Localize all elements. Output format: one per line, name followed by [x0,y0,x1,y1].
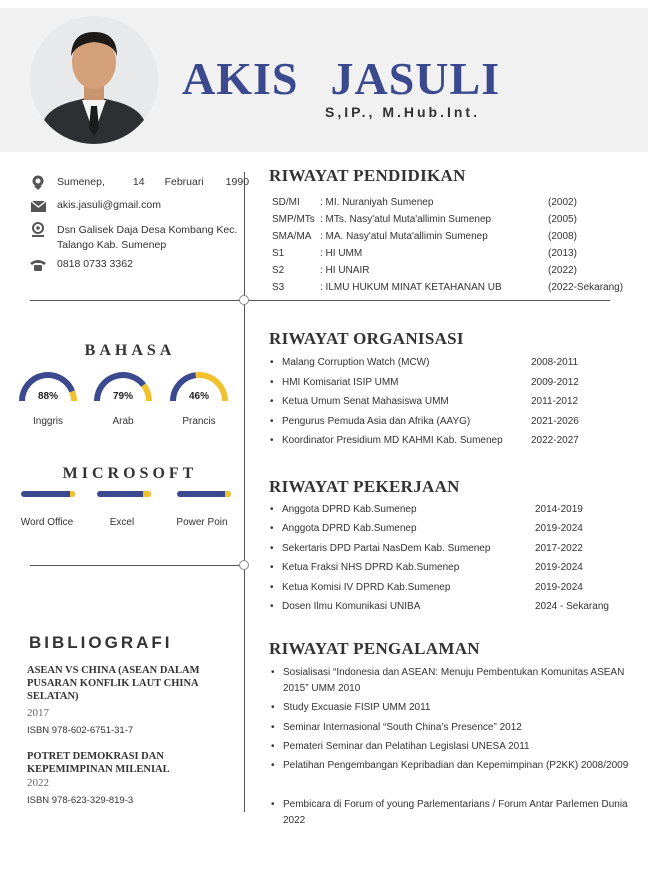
experience-row [271,700,631,716]
organization-text: HMI Komisariat ISIP UMM [282,377,399,388]
contact-address [30,223,237,253]
education-row [272,282,632,296]
bibliography-title: BIBLIOGRAFI [29,633,173,652]
education-level: S1 [272,248,285,259]
work-row [270,562,630,576]
language-percent: 88% [37,391,58,402]
experience-text: Sosialisasi “Indonesia dan ASEAN: Menuju Pembentukan Komunitas ASEAN 2015” UMM 2010 [283,667,625,694]
experience-row [271,739,631,755]
language-percent: 79% [112,391,133,402]
work-row [270,582,630,596]
organization-text: Ketua Umum Senat Mahasiswa UMM [282,396,449,407]
language-name: Prancis [182,416,216,427]
work-row [270,523,630,537]
bullet-icon: • [270,435,274,446]
organization-year: 2011-2012 [531,396,579,407]
education-school: : HI UNAIR [320,265,370,276]
divider-node [239,560,249,570]
work-year: 2019-2024 [535,562,583,573]
organization-year: 2008-2011 [531,357,579,368]
organization-row [270,377,630,391]
skill-bar-remainder [70,491,75,497]
email-text: akis.jasuli@gmail.com [57,199,162,211]
education-year: (2005) [548,214,577,225]
experience-text: Pembicara di Forum of young Parlementarians / Forum Antar Parlemen Dunia 2022 [283,799,628,826]
contact-phone [30,258,133,272]
education-row [272,197,632,211]
education-level: SD/MI [272,197,300,208]
work-year: 2014-2019 [535,504,583,515]
education-year: (2002) [548,197,577,208]
experience-text: Seminar Internasional “South China’s Presence” 2012 [283,722,522,733]
person-portrait-icon [30,16,158,144]
education-row [272,214,632,228]
experience-row [271,797,631,829]
book-isbn: ISBN 978-623-329-819-3 [27,795,134,806]
skill-name: Excel [109,517,135,528]
education-school: : ILMU HUKUM MINAT KETAHANAN UB [320,282,502,293]
organization-year: 2021-2026 [531,416,579,427]
education-school: : MTs. Nasy'atul Muta'allimin Sumenep [320,214,492,225]
education-level: S3 [272,282,285,293]
horizontal-divider-middle [30,565,245,566]
book-year: 2022 [27,777,49,789]
bullet-icon: • [270,504,274,515]
vertical-divider [244,172,245,812]
bullet-icon: • [271,799,275,810]
experience-text: Study Excuasie FISIP UMM 2011 [283,702,431,713]
bullet-icon: • [270,377,274,388]
divider-node [239,295,249,305]
work-row [270,504,630,518]
education-title: RIWAYAT PENDIDIKAN [269,166,466,185]
organization-text: Koordinator Presidium MD KAHMI Kab. Sumenep [282,435,503,446]
birth-day: 14 [132,176,145,188]
phone-icon [30,258,46,272]
bullet-icon: • [270,601,274,612]
bullet-icon: • [271,760,275,771]
education-row [272,265,632,279]
education-year: (2022-Sekarang) [548,282,624,293]
work-text: Anggota DPRD Kab.Sumenep [282,504,417,515]
experience-text: Pelatihan Pengembangan Kepribadian dan Kepemimpinan (P2KK) 2008/2009 [283,760,629,771]
microsoft-title: MICROSOFT [62,465,198,482]
birth-month: Februari [164,176,204,188]
work-year: 2019-2024 [535,523,583,534]
bullet-icon: • [271,722,275,733]
work-year: 2019-2024 [535,582,583,593]
profile-photo [30,16,158,144]
contact-email [30,199,161,213]
work-row [270,543,630,557]
work-text: Anggota DPRD Kab.Sumenep [282,523,417,534]
organization-row [270,416,630,430]
contact-birth [30,176,249,190]
mail-icon [30,199,46,213]
skill-name: Word Office [20,517,74,528]
book-title: ASEAN VS CHINA (ASEAN DALAM PUSARAN KONFLIK LAUT CHINA SELATAN) [27,665,200,702]
book-year: 2017 [27,707,49,719]
organization-row [270,357,630,371]
education-year: (2022) [548,265,577,276]
work-row [270,601,630,615]
birth-place: Sumenep, [57,176,105,188]
academic-title: S,IP., M.Hub.Int. [325,104,480,120]
skill-bar [21,491,75,497]
birth-year: 1990 [225,176,250,188]
first-name: AKIS [182,53,299,104]
skill-bar-remainder [143,491,151,497]
bullet-icon: • [270,543,274,554]
last-name: JASULI [330,53,501,104]
education-school: : MA. Nasy'atul Muta'allimin Sumenep [320,231,488,242]
book-title: POTRET DEMOKRASI DAN KEPEMIMPINAN MILENIAL [27,751,170,775]
language-name: Arab [112,416,134,427]
bullet-icon: • [270,416,274,427]
bullet-icon: • [270,582,274,593]
organization-year: 2022-2027 [531,435,579,446]
organization-text: Pengurus Pemuda Asia dan Afrika (AAYG) [282,416,471,427]
full-name [182,52,500,105]
skill-bar [97,491,151,497]
education-level: S2 [272,265,285,276]
work-text: Dosen Ilmu Komunikasi UNIBA [282,601,421,612]
languages-title: BAHASA [84,342,176,359]
organization-year: 2009-2012 [531,377,579,388]
birthday-icon [30,176,46,190]
bullet-icon: • [271,702,275,713]
book-isbn: ISBN 978-602-6751-31-7 [27,725,134,736]
address-line-2: Talango Kab. Sumenep [57,239,167,251]
experience-row [271,720,631,736]
education-school: : HI UMM [320,248,363,259]
work-year: 2024 - Sekarang [535,601,609,612]
education-school: : MI. Nuraniyah Sumenep [320,197,434,208]
bullet-icon: • [271,741,275,752]
experience-row [271,665,631,697]
education-year: (2008) [548,231,577,242]
organization-text: Malang Corruption Watch (MCW) [282,357,430,368]
organization-row [270,435,630,449]
education-level: SMA/MA [272,231,312,242]
bullet-icon: • [271,667,275,678]
work-title: RIWAYAT PEKERJAAN [269,477,460,496]
bullet-icon: • [270,357,274,368]
organization-row [270,396,630,410]
skill-name: Power Poin [176,517,228,528]
language-percent: 46% [188,391,209,402]
language-name: Inggris [32,416,63,427]
bullet-icon: • [270,523,274,534]
experience-title: RIWAYAT PENGALAMAN [269,639,480,658]
skill-bar-remainder [225,491,231,497]
education-row [272,248,632,262]
bullet-icon: • [270,396,274,407]
education-level: SMP/MTs [272,214,315,225]
skill-bar [177,491,231,497]
education-year: (2013) [548,248,577,259]
work-text: Ketua Fraksi NHS DPRD Kab.Sumenep [282,562,460,573]
work-year: 2017-2022 [535,543,583,554]
organization-title: RIWAYAT ORGANISASI [269,329,464,348]
bullet-icon: • [270,562,274,573]
experience-row [271,758,631,774]
horizontal-divider-top [30,300,610,301]
experience-text: Pemateri Seminar dan Pelatihan Legislasi UNESA 2011 [283,741,530,752]
location-icon [30,223,46,237]
phone-text: 0818 0733 3362 [57,258,133,270]
education-row [272,231,632,245]
address-line-1: Dsn Galisek Daja Desa Kombang Kec. [57,224,238,236]
work-text: Sekertaris DPD Partai NasDem Kab. Sumenep [282,543,491,554]
work-text: Ketua Komisi IV DPRD Kab.Sumenep [282,582,451,593]
